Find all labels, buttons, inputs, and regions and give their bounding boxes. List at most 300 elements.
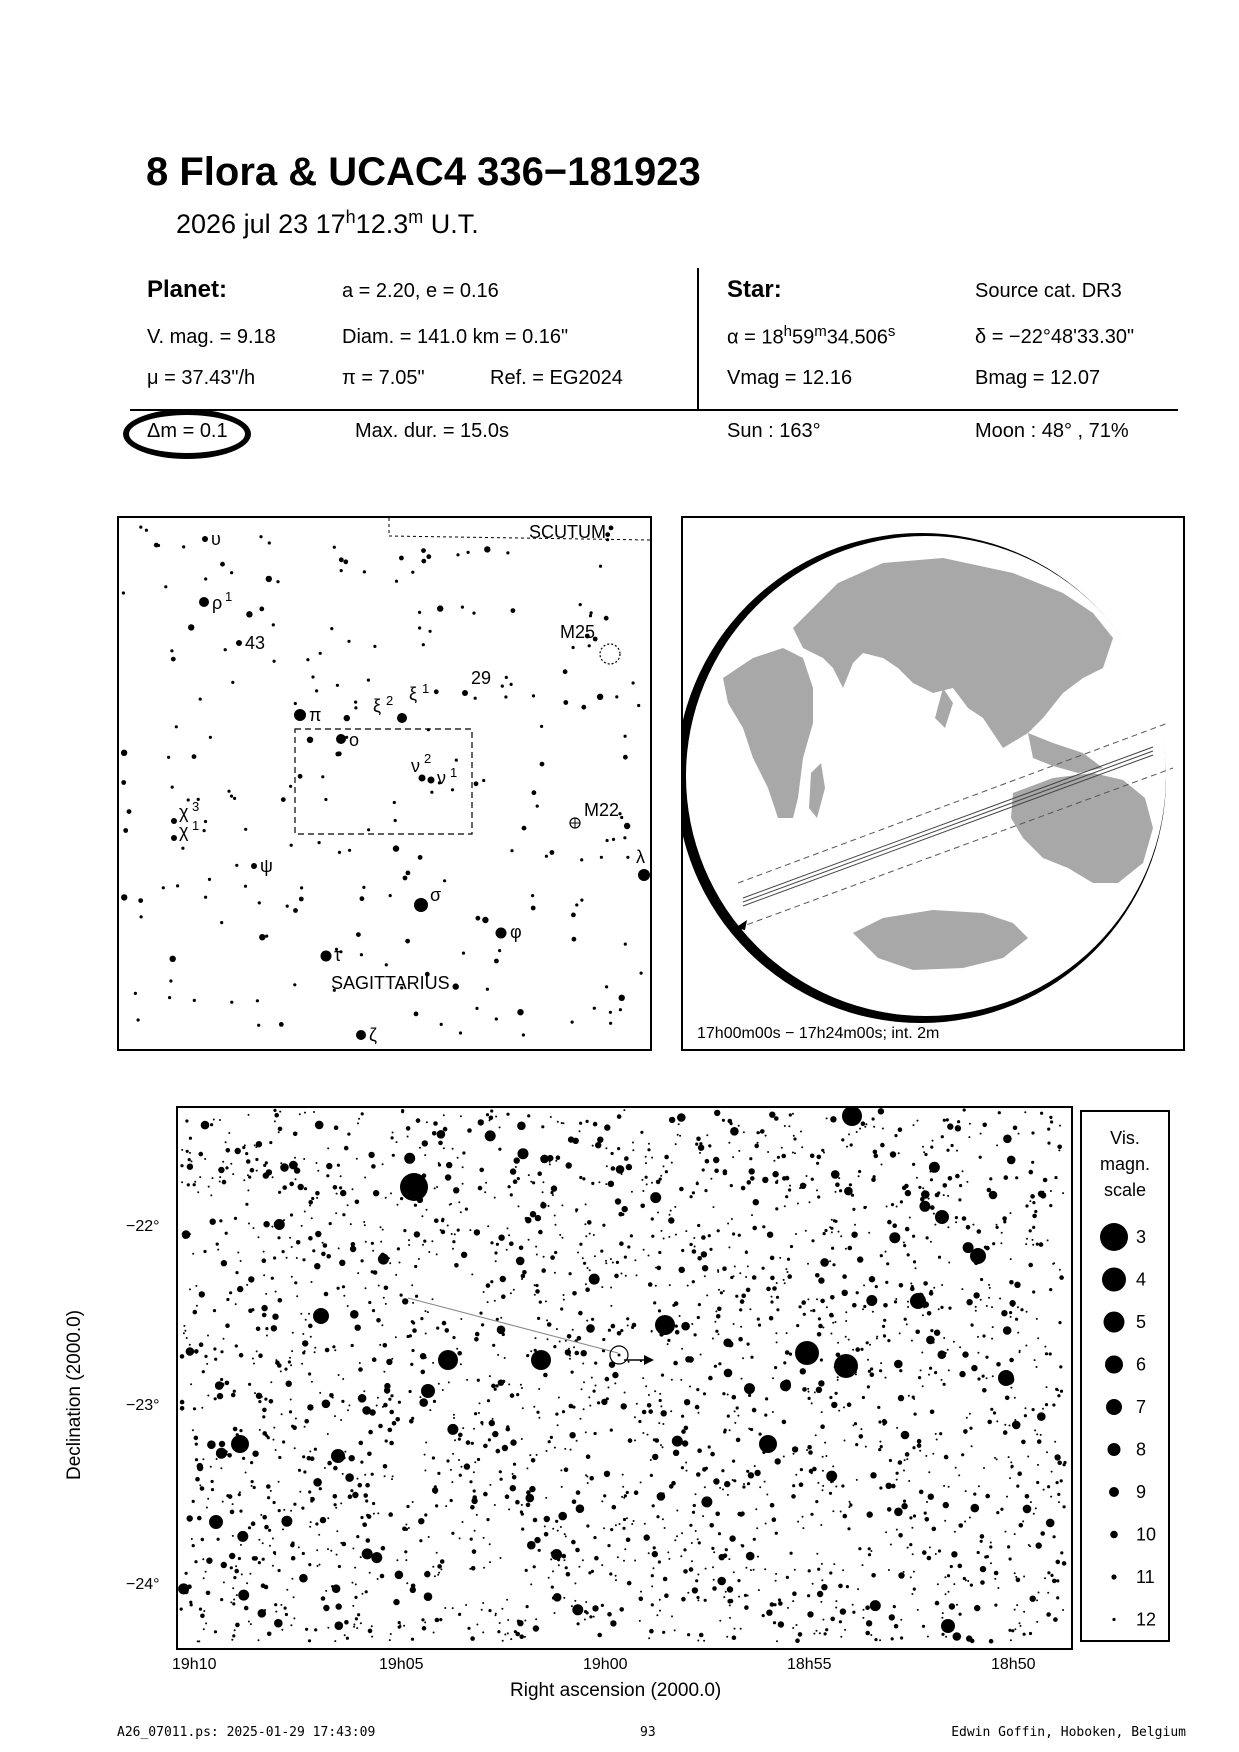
field-star xyxy=(1037,1464,1039,1466)
field-star xyxy=(435,1504,438,1507)
bright-star-5 xyxy=(795,1341,819,1365)
field-star xyxy=(318,841,321,844)
field-star xyxy=(697,1316,700,1319)
field-star xyxy=(951,1551,957,1557)
field-star xyxy=(452,1428,455,1431)
field-star xyxy=(371,1552,382,1563)
field-star xyxy=(495,1260,497,1262)
field-star xyxy=(831,1247,834,1250)
field-star xyxy=(883,1303,888,1308)
field-star xyxy=(872,1311,874,1313)
field-star xyxy=(582,1177,585,1180)
field-star xyxy=(335,1621,344,1630)
field-star xyxy=(907,1253,910,1256)
field-star xyxy=(605,532,610,537)
field-star xyxy=(373,1513,375,1515)
field-star xyxy=(524,1636,526,1638)
field-star xyxy=(664,1155,669,1160)
field-star xyxy=(291,1350,293,1352)
field-star xyxy=(832,1510,834,1512)
field-star xyxy=(278,1481,280,1483)
event-minute: 12.3 xyxy=(355,209,409,239)
field-star xyxy=(841,1138,844,1141)
field-star xyxy=(424,1592,433,1601)
scale-dot-mag-8 xyxy=(1108,1443,1121,1456)
field-star xyxy=(1033,1513,1035,1515)
field-star xyxy=(327,1548,329,1550)
field-star xyxy=(964,1432,966,1434)
field-star xyxy=(492,1418,494,1420)
field-star xyxy=(704,1189,707,1192)
field-star xyxy=(799,1187,801,1189)
field-star xyxy=(704,1486,706,1488)
field-star xyxy=(569,1432,575,1438)
field-star xyxy=(886,1206,888,1208)
field-star xyxy=(1016,1604,1018,1606)
field-star xyxy=(843,1406,845,1408)
field-star xyxy=(837,1342,839,1344)
field-star xyxy=(817,1155,822,1160)
field-star xyxy=(562,1410,565,1413)
field-star xyxy=(418,611,421,614)
field-star xyxy=(966,1635,972,1641)
field-star xyxy=(294,1157,296,1159)
field-star xyxy=(874,1154,879,1159)
field-star xyxy=(593,1007,596,1010)
scale-title-2: magn. xyxy=(1099,1154,1151,1174)
field-star xyxy=(909,1543,912,1546)
field-star xyxy=(844,1440,846,1442)
page-title: 8 Flora & UCAC4 336−181923 xyxy=(146,150,701,194)
field-star xyxy=(604,616,609,621)
field-star xyxy=(290,844,293,847)
field-star xyxy=(701,1496,712,1507)
field-star xyxy=(479,1168,484,1173)
field-star xyxy=(618,1212,623,1217)
field-star xyxy=(928,1471,930,1473)
field-star xyxy=(1051,1471,1053,1473)
field-star xyxy=(807,1298,809,1300)
field-star xyxy=(614,1382,616,1384)
field-star xyxy=(1025,1494,1030,1499)
field-star xyxy=(525,1569,528,1572)
star-upsilon xyxy=(202,536,208,542)
field-star xyxy=(560,1307,563,1310)
field-star xyxy=(947,1195,949,1197)
field-star xyxy=(941,1379,943,1381)
field-star xyxy=(908,1480,910,1482)
field-star xyxy=(614,1274,619,1279)
field-star xyxy=(509,1241,514,1246)
scale-dot-mag-12 xyxy=(1112,1618,1115,1621)
field-star xyxy=(697,1640,699,1642)
field-star xyxy=(690,1195,693,1198)
field-star xyxy=(192,1500,195,1503)
finder-star-map xyxy=(117,516,652,1051)
field-star xyxy=(943,1194,945,1196)
field-star xyxy=(1000,1508,1003,1511)
field-star xyxy=(422,1140,428,1146)
footer-page-number: 93 xyxy=(640,1725,656,1740)
field-star xyxy=(584,1619,586,1621)
field-star xyxy=(259,535,262,538)
field-star xyxy=(534,1284,536,1286)
field-star xyxy=(204,577,207,580)
field-star xyxy=(818,1317,821,1320)
scale-dot-mag-7 xyxy=(1106,1399,1122,1415)
field-star xyxy=(894,1300,897,1303)
field-star xyxy=(610,1620,616,1626)
field-star xyxy=(175,725,178,728)
field-star xyxy=(482,917,488,923)
field-star xyxy=(271,1277,274,1280)
field-star xyxy=(354,1567,356,1569)
field-star xyxy=(353,1626,355,1628)
field-star xyxy=(879,1441,881,1443)
field-star xyxy=(216,1458,218,1460)
field-star xyxy=(406,871,411,876)
field-star xyxy=(360,896,365,901)
field-star xyxy=(986,1555,989,1558)
field-star xyxy=(586,1611,589,1614)
field-star xyxy=(822,1619,824,1621)
field-star xyxy=(959,1613,962,1616)
field-star xyxy=(474,697,477,700)
field-star xyxy=(134,992,137,995)
field-star xyxy=(622,1206,628,1212)
field-star xyxy=(275,1611,277,1613)
field-star xyxy=(230,1001,233,1004)
field-star xyxy=(870,1472,876,1478)
field-star xyxy=(697,1599,699,1601)
field-star xyxy=(170,649,173,652)
field-star xyxy=(817,1195,820,1198)
field-star xyxy=(437,1564,442,1569)
field-star xyxy=(858,1547,861,1550)
field-star xyxy=(363,1493,368,1498)
field-star xyxy=(294,1167,300,1173)
field-star xyxy=(648,1552,650,1554)
field-star xyxy=(577,1336,582,1341)
field-star xyxy=(232,1503,234,1505)
field-star xyxy=(550,1116,552,1118)
field-star xyxy=(551,1549,562,1560)
xtick-18h50: 18h50 xyxy=(991,1656,1036,1673)
field-star xyxy=(232,1535,234,1537)
field-star xyxy=(612,1372,618,1378)
field-star xyxy=(167,756,170,759)
field-star xyxy=(186,1337,188,1339)
max-duration: Max. dur. = 15.0s xyxy=(355,420,509,442)
field-star xyxy=(918,1186,921,1189)
field-star xyxy=(912,1163,915,1166)
field-star xyxy=(746,1470,749,1473)
field-star xyxy=(825,1628,828,1631)
field-star xyxy=(310,1521,312,1523)
field-star xyxy=(447,1225,449,1227)
field-star xyxy=(513,1289,515,1291)
field-star xyxy=(867,1359,869,1361)
field-star xyxy=(362,1548,373,1559)
field-star xyxy=(1009,1300,1015,1306)
field-star xyxy=(854,1224,856,1226)
field-star xyxy=(764,1414,767,1417)
star-tau xyxy=(321,951,332,962)
field-star xyxy=(359,1362,361,1364)
field-star xyxy=(692,1249,697,1254)
field-star xyxy=(934,1224,936,1226)
field-star xyxy=(239,1353,244,1358)
field-star xyxy=(414,1231,420,1237)
field-star xyxy=(729,1535,735,1541)
field-star xyxy=(1010,1316,1012,1318)
field-star xyxy=(912,1446,915,1449)
field-star xyxy=(576,1440,578,1442)
field-star xyxy=(706,1134,708,1136)
field-star xyxy=(767,1151,769,1153)
field-star xyxy=(689,1524,692,1527)
field-star xyxy=(652,1454,658,1460)
bright-star-12 xyxy=(970,1248,986,1264)
field-star xyxy=(204,1158,206,1160)
field-star xyxy=(271,1226,273,1228)
field-star xyxy=(985,1356,988,1359)
field-star xyxy=(571,1605,573,1607)
field-star xyxy=(541,1268,546,1273)
field-star xyxy=(963,1577,966,1580)
field-star xyxy=(506,551,509,554)
field-star xyxy=(1036,1542,1042,1548)
field-star xyxy=(373,645,376,648)
star-43 xyxy=(236,640,242,646)
field-star xyxy=(586,1320,588,1322)
field-star xyxy=(796,1447,798,1449)
field-star xyxy=(246,1159,251,1164)
field-star xyxy=(187,1515,193,1521)
field-star xyxy=(344,715,350,721)
field-star xyxy=(1013,1126,1018,1131)
star-delta: δ = −22°48'33.30" xyxy=(975,326,1135,348)
field-star xyxy=(696,1182,699,1185)
field-star xyxy=(258,901,261,904)
field-star xyxy=(263,1221,269,1227)
field-star xyxy=(228,1494,233,1499)
field-star xyxy=(241,1573,243,1575)
field-star xyxy=(648,1282,653,1287)
field-star xyxy=(858,1175,860,1177)
field-star xyxy=(234,1217,237,1220)
field-star xyxy=(736,1438,741,1443)
field-star xyxy=(443,1127,448,1132)
field-star xyxy=(809,1201,811,1203)
field-star xyxy=(222,1161,224,1163)
field-star xyxy=(866,1295,877,1306)
field-star xyxy=(498,1235,504,1241)
field-star xyxy=(189,1137,192,1140)
field-star xyxy=(732,1395,737,1400)
field-star xyxy=(391,1358,393,1360)
field-star xyxy=(251,1485,253,1487)
field-star xyxy=(802,1527,804,1529)
field-star xyxy=(604,1124,610,1130)
field-star xyxy=(713,1579,715,1581)
field-star xyxy=(705,1159,710,1164)
field-star xyxy=(1028,1263,1033,1268)
field-star xyxy=(838,1177,840,1179)
field-star xyxy=(311,1197,314,1200)
field-star xyxy=(1056,1596,1059,1599)
event-datetime xyxy=(176,207,479,240)
field-star xyxy=(554,1251,557,1254)
field-star xyxy=(619,1008,622,1011)
field-star xyxy=(837,1376,839,1378)
field-star xyxy=(980,1566,986,1572)
field-star xyxy=(259,607,264,612)
field-star xyxy=(744,1594,747,1597)
field-star xyxy=(930,1205,935,1210)
field-star xyxy=(807,1388,809,1390)
field-star xyxy=(267,1632,272,1637)
field-star xyxy=(322,1400,331,1409)
field-star xyxy=(673,1450,679,1456)
field-star xyxy=(787,1258,790,1261)
field-star xyxy=(799,1482,804,1487)
field-star xyxy=(293,1617,295,1619)
field-star xyxy=(336,1603,342,1609)
field-star xyxy=(912,1553,914,1555)
field-star xyxy=(233,1599,235,1601)
field-star xyxy=(1015,1576,1017,1578)
field-star xyxy=(713,1478,719,1484)
field-star xyxy=(347,1204,349,1206)
field-star xyxy=(203,1577,205,1579)
field-star xyxy=(304,1112,306,1114)
field-star xyxy=(1047,1485,1050,1488)
field-star xyxy=(962,1216,967,1221)
field-star xyxy=(868,1553,871,1556)
field-star xyxy=(272,623,275,626)
field-star xyxy=(647,1434,649,1436)
field-star xyxy=(565,1340,567,1342)
field-star xyxy=(419,1147,421,1149)
field-star xyxy=(372,1357,377,1362)
field-star xyxy=(371,1625,373,1627)
field-star xyxy=(542,1181,544,1183)
field-star xyxy=(846,1146,848,1148)
field-star xyxy=(478,1186,483,1191)
field-star xyxy=(948,1262,950,1264)
field-star xyxy=(388,1398,391,1401)
field-star xyxy=(959,1371,965,1377)
field-star xyxy=(458,1459,460,1461)
field-star xyxy=(1017,1306,1019,1308)
field-star xyxy=(510,1168,516,1174)
field-star xyxy=(389,1441,394,1446)
field-star xyxy=(832,1465,834,1467)
field-star xyxy=(483,1444,488,1449)
field-star xyxy=(892,1223,897,1228)
field-star xyxy=(308,1490,311,1493)
field-star xyxy=(776,1282,778,1284)
field-star xyxy=(389,1410,394,1415)
field-star xyxy=(603,1494,606,1497)
field-star xyxy=(624,1256,627,1259)
field-star xyxy=(300,1313,302,1315)
field-star xyxy=(546,1319,548,1321)
field-star xyxy=(660,1405,662,1407)
field-star xyxy=(572,937,577,942)
field-star xyxy=(924,1153,927,1156)
field-star xyxy=(772,1286,777,1291)
field-star xyxy=(216,1243,219,1246)
xtick-19h10: 19h10 xyxy=(172,1656,217,1673)
field-star xyxy=(898,1460,903,1465)
field-star xyxy=(380,1574,385,1579)
field-star xyxy=(584,1223,586,1225)
field-star xyxy=(699,1142,702,1145)
field-star xyxy=(522,1407,524,1409)
asteroid-arrowhead xyxy=(644,1355,654,1365)
field-star xyxy=(560,1526,562,1528)
field-star xyxy=(256,1141,262,1147)
field-star xyxy=(331,1585,333,1587)
field-star xyxy=(687,1592,689,1594)
field-star xyxy=(752,1408,757,1413)
bright-star-8 xyxy=(313,1308,329,1324)
field-star xyxy=(421,1618,424,1621)
field-star xyxy=(583,1262,586,1265)
field-star xyxy=(450,1499,453,1502)
field-star xyxy=(579,1122,582,1125)
field-star xyxy=(513,1463,516,1466)
field-star xyxy=(1049,1352,1052,1355)
field-star xyxy=(737,1579,740,1582)
field-star xyxy=(869,1276,875,1282)
field-star xyxy=(776,1341,778,1343)
field-star xyxy=(868,1370,871,1373)
field-star xyxy=(885,1281,888,1284)
field-star xyxy=(511,608,516,613)
field-star xyxy=(612,1262,614,1264)
field-star xyxy=(946,1118,949,1121)
field-star xyxy=(425,1310,427,1312)
field-star xyxy=(662,1446,664,1448)
field-star xyxy=(308,1200,313,1205)
field-star xyxy=(189,1233,191,1235)
field-star xyxy=(792,1152,794,1154)
label-tau: τ xyxy=(334,945,342,965)
field-star xyxy=(880,1143,885,1148)
field-star xyxy=(899,1332,901,1334)
field-star xyxy=(762,1614,765,1617)
field-star xyxy=(792,1591,797,1596)
field-star xyxy=(429,630,432,633)
field-star xyxy=(235,864,238,867)
field-star xyxy=(561,1486,563,1488)
field-star xyxy=(311,1381,313,1383)
field-star xyxy=(969,1123,971,1125)
field-star xyxy=(561,1122,563,1124)
field-star xyxy=(527,1541,536,1550)
field-star xyxy=(327,1517,329,1519)
field-star xyxy=(691,1323,693,1325)
field-star xyxy=(425,1442,427,1444)
field-star xyxy=(1008,1629,1011,1632)
field-star xyxy=(569,1358,571,1360)
field-star xyxy=(440,1568,442,1570)
field-star xyxy=(857,1256,863,1262)
field-star xyxy=(655,1267,657,1269)
